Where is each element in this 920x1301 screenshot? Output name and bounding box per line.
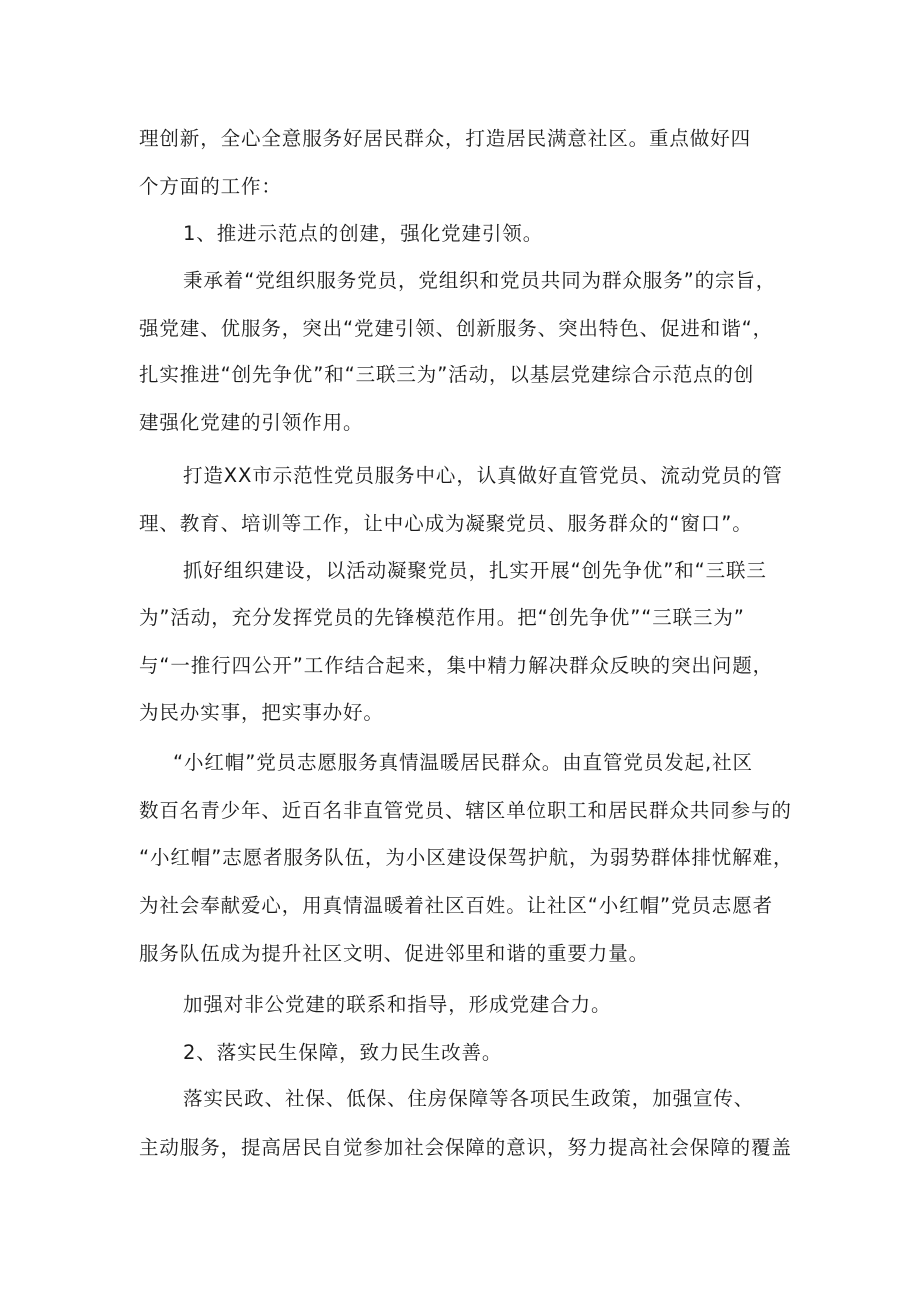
text-line: 为社会奉献爱心，用真情温暖着社区百姓。让社区“小红帽”党员志愿者 xyxy=(139,894,774,917)
text-line: 为民办实事，把实事办好。 xyxy=(139,701,384,724)
text-line: 理、教育、培训等工作，让中心成为凝聚党员、服务群众的“窗口”。 xyxy=(139,512,753,535)
section-heading: 2、落实民生保障，致力民生改善。 xyxy=(183,1041,503,1064)
text-line: 主动服务，提高居民自觉参加社会保障的意识，努力提高社会保障的覆盖 xyxy=(139,1136,792,1159)
text-line: 打造XX市示范性党员服务中心，认真做好直管党员、流动党员的管 xyxy=(183,464,783,487)
text-line: “小红帽”党员志愿服务真情温暖居民群众。由直管党员发起,社区 xyxy=(173,751,753,774)
text-line: 服务队伍成为提升社区文明、促进邻里和谐的重要力量。 xyxy=(139,942,650,965)
text-line: 为”活动，充分发挥党员的先锋模范作用。把“创先争优”“三联三为” xyxy=(139,606,745,629)
text-line: 落实民政、社保、低保、住房保障等各项民生政策，加强宣传、 xyxy=(183,1087,755,1110)
text-line: 个方面的工作： xyxy=(139,175,282,198)
text-line: 抓好组织建设，以活动凝聚党员，扎实开展“创先争优”和“三联三 xyxy=(183,559,767,582)
text-line: 强党建、优服务，突出“党建引领、创新服务、突出特色、促进和谐“， xyxy=(139,317,774,340)
text-line: 建强化党建的引领作用。 xyxy=(139,411,364,434)
text-line: 理创新，全心全意服务好居民群众，打造居民满意社区。重点做好四 xyxy=(139,127,752,150)
text-line: 加强对非公党建的联系和指导，形成党建合力。 xyxy=(183,993,612,1016)
text-line: 秉承着“党组织服务党员，党组织和党员共同为群众服务”的宗旨， xyxy=(183,269,777,292)
text-line: “小红帽”志愿者服务队伍，为小区建设保驾护航，为弱势群体排忧解难， xyxy=(139,846,794,869)
text-line: 扎实推进“创先争优”和“三联三为”活动，以基层党建综合示范点的创 xyxy=(139,363,755,386)
section-heading: 1、推进示范点的创建，强化党建引领。 xyxy=(183,222,544,245)
text-line: 与“一推行四公开”工作结合起来，集中精力解决群众反映的突出问题， xyxy=(139,654,774,677)
text-line: 数百名青少年、近百名非直管党员、辖区单位职工和居民群众共同参与的 xyxy=(139,799,792,822)
